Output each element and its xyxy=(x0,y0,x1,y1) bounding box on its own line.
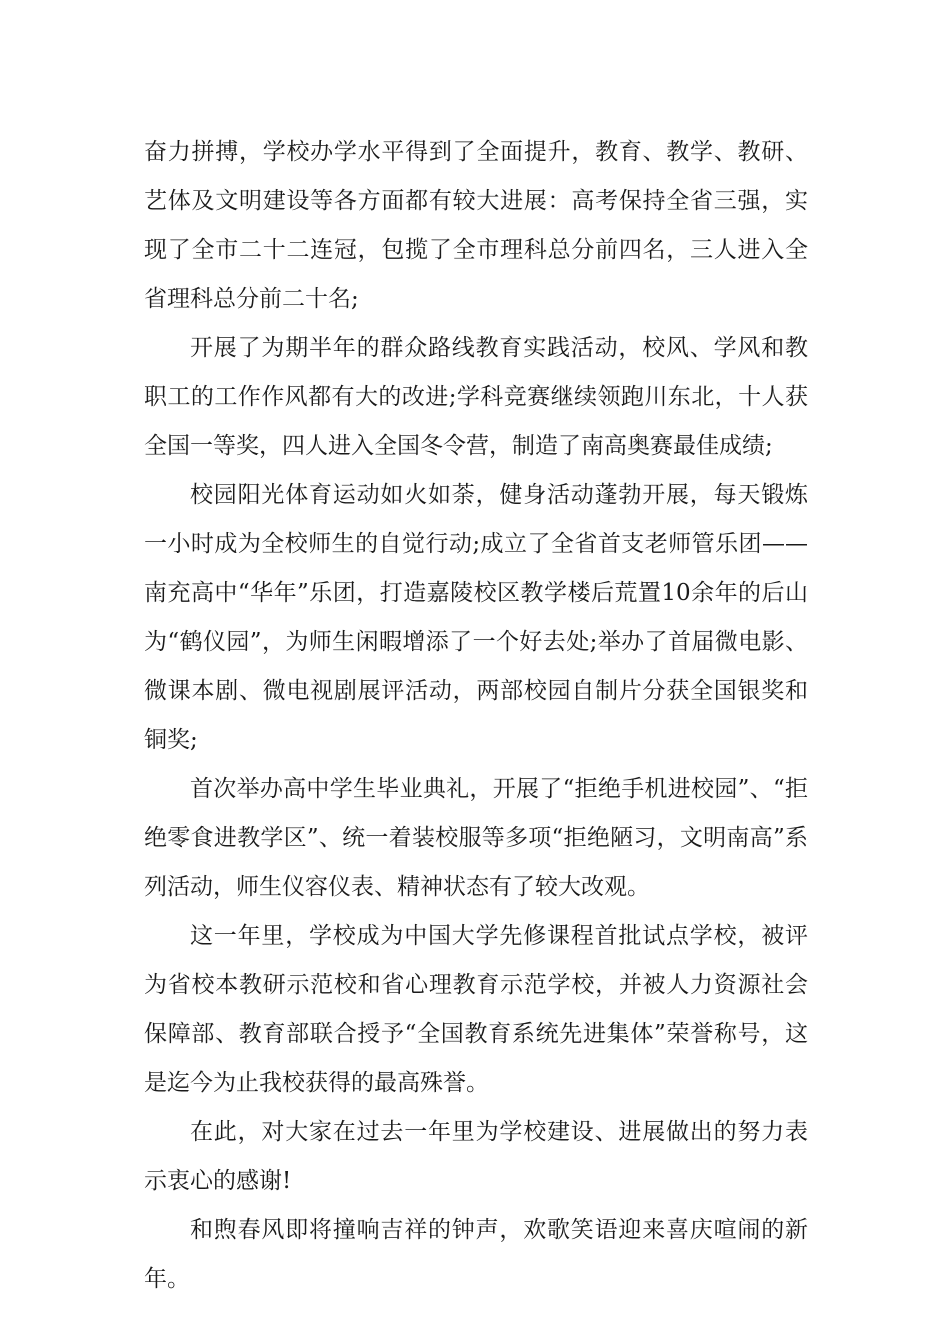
paragraph-7: 和煦春风即将撞响吉祥的钟声，欢歌笑语迎来喜庆喧闹的新年。 xyxy=(144,1217,808,1292)
paragraph-4: 首次举办高中学生毕业典礼，开展了“拒绝手机进校园”、“拒绝零食进教学区”、统一着装校服等多项“拒绝陋习，文明南高”系列活动，师生仪容仪表、精神状态有了较大改观。 xyxy=(144,776,808,900)
body-text xyxy=(144,128,808,1304)
paragraph-6: 在此，对大家在过去一年里为学校建设、进展做出的努力表示衷心的感谢! xyxy=(144,1119,808,1194)
paragraph-5: 这一年里，学校成为中国大学先修课程首批试点学校，被评为省校本教研示范校和省心理教育示范学校，并被人力资源社会保障部、教育部联合授予“全国教育系统先进集体”荣誉称号，这是迄今为止我校获得的最高殊誉。 xyxy=(144,923,808,1096)
paragraph-2: 开展了为期半年的群众路线教育实践活动，校风、学风和教职工的工作作风都有大的改进;学科竞赛继续领跑川东北，十人获全国一等奖，四人进入全国冬令营，制造了南高奥赛最佳成绩; xyxy=(144,335,808,459)
paragraph-3: 校园阳光体育运动如火如荼，健身活动蓬勃开展，每天锻炼一小时成为全校师生的自觉行动;成立了全省首支老师管乐团——南充高中“华年”乐团，打造嘉陵校区教学楼后荒置10余年的后山为“鹤仪园”，为师生闲暇增添了一个好去处;举办了首届微电影、微课本剧、微电视剧展评活动，两部校园自制片分获全国银奖和铜奖; xyxy=(144,482,808,753)
paragraph-1: 奋力拼搏，学校办学水平得到了全面提升，教育、教学、教研、艺体及文明建设等各方面都有较大进展：高考保持全省三强，实现了全市二十二连冠，包揽了全市理科总分前四名，三人进入全省理科总分前二十名; xyxy=(144,139,808,312)
